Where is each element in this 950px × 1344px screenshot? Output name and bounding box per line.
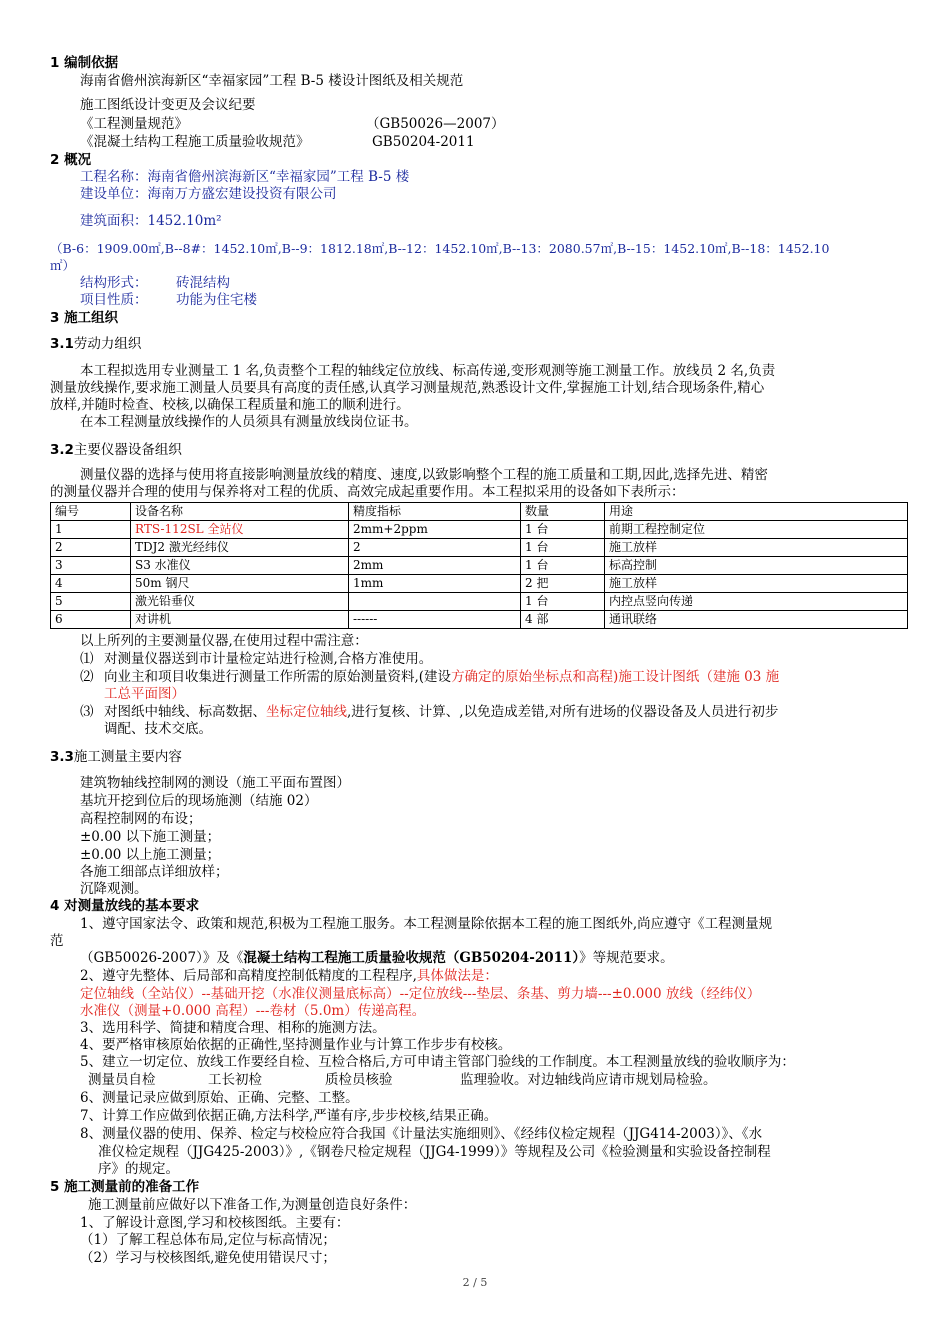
note-text-part: 对图纸中轴线、标高数据、 [104,704,266,720]
requirement-line [80,968,498,985]
table-cell: 激光铅垂仪 [131,593,349,611]
table-cell [349,593,521,611]
labor-paragraph-line: 放样,并随时检查、校核,以确保工程质量和施工的顺利进行。 [50,397,410,413]
equipment-table [50,502,908,629]
table-cell: RTS-112SL 全站仪 [131,521,349,539]
nature-label: 项目性质： [80,292,148,308]
acceptance-step: 工长初检 [208,1072,262,1088]
area-label: 建筑面积： [80,213,148,229]
subsection-3-2-heading [50,442,182,459]
basis-line: 海南省儋州滨海新区“幸福家园”工程 B-5 楼设计图纸及相关规范 [80,73,464,89]
basis-line: 《工程测量规范》 [80,116,188,132]
table-header-cell: 精度指标 [349,503,521,521]
table-cell: 4 [51,575,131,593]
note-1-mark: ⑴ [80,651,94,667]
note-2-continuation: 工总平面图） [104,686,185,702]
labor-paragraph-line: 本工程拟选用专业测量工 1 名,负责整个工程的轴线定位放线、标高传递,变形观测等施工测量工作。放线员 2 名,负责 [80,363,776,379]
table-cell: 6 [51,611,131,629]
list-item: 高程控制网的布设； [80,811,202,827]
subsection-title: 主要仪器设备组织 [73,442,182,458]
requirement-line: 3、选用科学、简捷和精度合理、相称的施测方法。 [80,1020,386,1036]
table-cell: 1 [51,521,131,539]
list-item: 各施工细部点详细放样； [80,864,229,880]
acceptance-step: 质检员核验 [325,1072,393,1088]
table-header-cell: 编号 [51,503,131,521]
table-cell: 1 台 [521,593,605,611]
section-1-heading: 1 编制依据 [50,55,119,71]
table-cell: 标高控制 [605,557,908,575]
requirement-line: 范 [50,933,64,949]
subsection-3-3-heading [50,749,182,766]
section-3-heading: 3 施工组织 [50,310,119,326]
requirement-line: 5、建立一切定位、放线工作要经自检、互检合格后,方可申请主管部门验线的工作制度。本工程测量放线的验收顺序为： [80,1054,795,1070]
note-2-text [104,669,779,686]
table-cell: 对讲机 [131,611,349,629]
building-areas-line: ㎡） [50,258,76,273]
table-row [51,557,908,575]
subsection-title: 施工测量主要内容 [73,749,182,765]
structure-value: 砖混结构 [176,275,230,291]
note-text-highlight: 方确定的原始坐标点和高程) [451,669,619,685]
subsection-number: 3.2 [50,442,74,458]
list-item: ±0.00 以上施工测量； [80,847,221,863]
project-name-label: 工程名称： [80,169,148,185]
subsection-3-1-heading [50,336,141,353]
page-number: 2 / 5 [462,1276,488,1289]
table-cell: 1 台 [521,557,605,575]
table-cell: 1 台 [521,521,605,539]
basis-line: 《混凝土结构工程施工质量验收规范》 [80,134,310,150]
requirement-line: 4、要严格审核原始依据的正确性,坚持测量作业与计算工作步步有校核。 [80,1037,512,1053]
basis-code: GB50204-2011 [372,134,475,150]
acceptance-step: 监理验收。对边轴线尚应请市规划局检验。 [460,1072,717,1088]
list-item: 基坑开挖到位后的现场施测（结施 02） [80,793,318,809]
requirement-line: 7、计算工作应做到依据正确,方法科学,严谨有序,步步校核,结果正确。 [80,1108,498,1124]
area-row [80,213,222,230]
requirement-line [80,950,674,967]
note-1-text: 对测量仪器送到市计量检定站进行检测,合格方准使用。 [104,651,433,667]
note-3-continuation: 调配、技术交底。 [104,721,212,737]
subsection-title: 劳动力组织 [73,336,142,352]
list-item: 沉降观测。 [80,881,148,897]
area-value: 1452.10m² [147,213,222,229]
table-row [51,575,908,593]
building-areas-line: （B-6：1909.00㎡,B--8#：1452.10㎡,B--9：1812.18㎡,B--12：1452.10㎡,B--13：2080.57㎡,B--15：1452.10㎡,B--18：1452.10 [50,241,830,256]
table-cell: 3 [51,557,131,575]
list-item: 建筑物轴线控制网的测设（施工平面布置图） [80,775,350,791]
note-text-part: ,进行复核、计算、,以免造成差错,对所有进场的仪器设备及人员进行初步 [347,704,779,720]
table-cell: TDJ2 激光经纬仪 [131,539,349,557]
project-name-value: 海南省儋州滨海新区“幸福家园”工程 B-5 楼 [147,169,410,185]
procedure-line: 水准仪（测量+0.000 高程）---卷材（5.0m）传递高程。 [80,1003,426,1019]
note-text-highlight: 施工设计图纸（建施 03 施 [618,669,780,685]
builder-value: 海南万方盛宏建设投资有限公司 [147,186,337,202]
project-name-row [80,169,409,186]
list-item: ±0.00 以下施工测量； [80,829,221,845]
structure-label: 结构形式： [80,275,148,291]
acceptance-step: 测量员自检 [88,1072,156,1088]
requirement-line: 1、遵守国家法令、政策和规范,积极为工程施工服务。本工程测量除依据本工程的施工图纸外,尚应遵守《工程测量规 [80,916,773,932]
equipment-paragraph-line: 的测量仪器并合理的使用与保养将对工程的优质、高效完成起重要作用。本工程拟采用的设备如下表所示： [50,484,685,500]
structure-row [80,275,148,292]
table-cell: 4 部 [521,611,605,629]
basis-line: 施工图纸设计变更及会议纪要 [80,97,256,113]
preparation-line: （1）了解工程总体布局,定位与标高情况； [80,1232,336,1248]
table-row [51,539,908,557]
requirement-line: 准仪检定规程（JJG425-2003）》,《钢卷尺检定规程（JJG4-1999）》等规程及公司《检验测量和实验设备控制程 [98,1144,771,1160]
requirement-text: 》等规范要求。 [579,950,674,966]
table-row [51,611,908,629]
note-2-mark: ⑵ [80,669,94,685]
note-text-highlight: 坐标定位轴线 [266,704,347,720]
requirement-line: 序》的规定。 [98,1161,179,1177]
table-cell: 2 [51,539,131,557]
table-row [51,521,908,539]
table-header-cell: 用途 [605,503,908,521]
table-cell: 2mm+2ppm [349,521,521,539]
table-cell: 2mm [349,557,521,575]
table-cell: 1mm [349,575,521,593]
preparation-line: 1、了解设计意图,学习和校核图纸。主要有： [80,1215,350,1231]
table-cell: 通讯联络 [605,611,908,629]
table-row [51,593,908,611]
table-cell: 前期工程控制定位 [605,521,908,539]
table-header-row [51,503,908,521]
note-text-part: 向业主和项目收集进行测量工作所需的原始测量资料,(建设 [104,669,452,685]
table-cell: ------ [349,611,521,629]
equipment-paragraph-line: 测量仪器的选择与使用将直接影响测量放线的精度、速度,以致影响整个工程的施工质量和工期,因此,选择先进、精密 [80,467,768,483]
table-cell: 施工放样 [605,539,908,557]
requirement-line: 6、测量记录应做到原始、正确、完整、工整。 [80,1090,359,1106]
requirement-line: 8、测量仪器的使用、保养、检定与校检应符合我国《计量法实施细则》、《经纬仪检定规程（JJG414-2003）》、《水 [80,1126,763,1142]
table-cell: 施工放样 [605,575,908,593]
section-5-heading: 5 施工测量前的准备工作 [50,1179,200,1195]
builder-label: 建设单位： [80,186,148,202]
preparation-line: 施工测量前应做好以下准备工作,为测量创造良好条件： [88,1197,417,1213]
table-cell: 2 [349,539,521,557]
requirement-text: （GB50026-2007）》及《 [80,950,244,966]
labor-paragraph-line: 测量放线操作,要求施工测量人员要具有高度的责任感,认真学习测量规范,熟悉设计文件,掌握施工计划,结合现场条件,精心 [50,380,765,396]
note-3-mark: ⑶ [80,704,94,720]
labor-paragraph-line: 在本工程测量放线操作的人员须具有测量放线岗位证书。 [80,414,418,430]
table-cell: 1 台 [521,539,605,557]
requirement-text: 2、遵守先整体、后局部和高精度控制低精度的工程程序, [80,968,417,984]
note-3-text [104,704,778,721]
table-cell: 5 [51,593,131,611]
subsection-number: 3.1 [50,336,74,352]
preparation-line: （2）学习与校核图纸,避免使用错误尺寸； [80,1250,336,1266]
requirement-highlight: 具体做法是： [416,968,498,984]
requirement-bold-text: 混凝土结构工程施工质量验收规范（GB50204-2011） [243,950,580,966]
nature-value: 功能为住宅楼 [176,292,257,308]
table-cell: 内控点竖向传递 [605,593,908,611]
basis-code: （GB50026—2007） [366,116,505,132]
builder-row [80,186,337,203]
section-2-heading: 2 概况 [50,152,92,168]
table-cell: 50m 钢尺 [131,575,349,593]
section-4-heading: 4 对测量放线的基本要求 [50,898,200,914]
subsection-number: 3.3 [50,749,74,765]
table-cell: S3 水准仪 [131,557,349,575]
table-note: 以上所列的主要测量仪器,在使用过程中需注意： [80,633,368,649]
table-header-cell: 数量 [521,503,605,521]
table-header-cell: 设备名称 [131,503,349,521]
table-cell: 2 把 [521,575,605,593]
procedure-line: 定位轴线（全站仪）--基础开挖（水准仪测量底标高）--定位放线---垫层、条基、剪力墙---±0.000 放线（经纬仪） [80,986,761,1002]
